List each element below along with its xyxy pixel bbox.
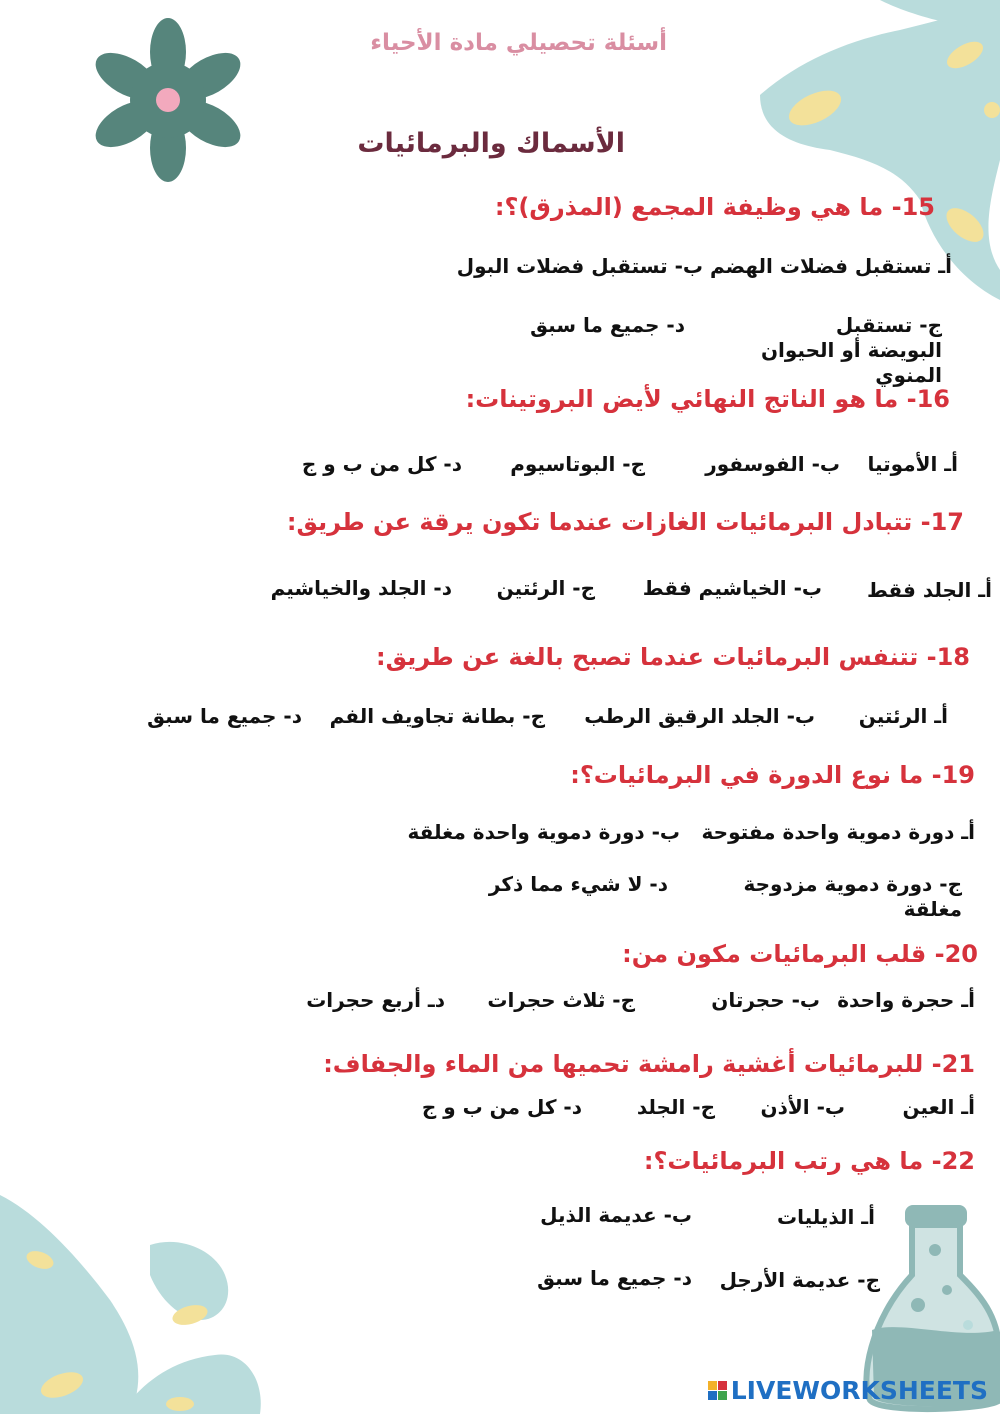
liveworksheets-brand (708, 1375, 988, 1405)
option-20-a[interactable]: أـ حجرة واحدة (837, 988, 975, 1012)
question-19: 19- ما نوع الدورة في البرمائيات؟: (570, 761, 975, 789)
bottom-left-blob (0, 1195, 261, 1414)
option-21-b[interactable]: ب- الأذن (760, 1095, 845, 1119)
option-17-a[interactable]: أـ الجلد فقط (866, 578, 992, 602)
option-19-a[interactable]: أـ دورة دموية واحدة مفتوحة (701, 820, 975, 844)
unit-title: الأسماك والبرمائيات (357, 128, 625, 159)
subject-title: أسئلة تحصيلي مادة الأحياء (370, 30, 667, 56)
option-22-b[interactable]: ب- عديمة الذيل (540, 1203, 692, 1227)
option-21-a[interactable]: أـ العين (902, 1095, 975, 1119)
option-22-c[interactable]: ج- عديمة الأرجل (719, 1268, 880, 1292)
option-17-c[interactable]: ج- الرئتين (496, 576, 595, 600)
question-15: 15- ما هي وظيفة المجمع (المذرق)؟: (494, 193, 935, 221)
option-20-d[interactable]: دـ أربع حجرات (306, 988, 445, 1012)
option-18-b[interactable]: ب- الجلد الرقيق الرطب (584, 704, 815, 728)
option-19-d[interactable]: د- لا شيء مما ذكر (488, 872, 668, 896)
option-20-b[interactable]: ب- حجرتان (711, 988, 820, 1012)
liveworksheets-logo-icon (708, 1381, 727, 1400)
option-22-d[interactable]: د- جميع ما سبق (537, 1266, 692, 1290)
option-16-c[interactable]: ج- البوتاسيوم (510, 452, 645, 476)
option-16-b[interactable]: ب- الفوسفور (705, 452, 840, 476)
question-18: 18- تتنفس البرمائيات عندما تصبح بالغة عن طريق: (375, 643, 970, 671)
option-15-b[interactable]: ب- تستقبل فضلات البول (456, 254, 703, 278)
option-18-d[interactable]: د- جميع ما سبق (147, 704, 302, 728)
question-17: 17- تتبادل البرمائيات الغازات عندما تكون يرقة عن طريق: (286, 508, 964, 536)
flower-decoration (88, 18, 248, 182)
option-15-a[interactable]: أـ تستقبل فضلات الهضم (709, 254, 952, 278)
option-17-d[interactable]: د- الجلد والخياشيم (270, 576, 452, 600)
option-16-d[interactable]: د- كل من ب و ج (301, 452, 462, 476)
brand-text: LIVEWORKSHEETS (730, 1375, 988, 1405)
option-20-c[interactable]: ج- ثلاث حجرات (487, 988, 635, 1012)
question-16: 16- ما هو الناتج النهائي لأيض البروتينات: (465, 385, 950, 413)
option-15-c[interactable]: ج- تستقبل البويضة أو الحيوان المنوي (760, 313, 942, 387)
option-19-b[interactable]: ب- دورة دموية واحدة مغلقة (407, 820, 680, 844)
option-16-a[interactable]: أـ الأموتيا (867, 452, 958, 476)
question-21: 21- للبرمائيات أغشية رامشة تحميها من الماء والجفاف: (323, 1050, 975, 1078)
option-17-b[interactable]: ب- الخياشيم فقط (642, 576, 822, 600)
option-18-c[interactable]: ج- بطانة تجاويف الفم (329, 704, 545, 728)
question-20: 20- قلب البرمائيات مكون من: (622, 940, 978, 968)
option-22-a[interactable]: أـ الذيليات (776, 1205, 875, 1229)
option-21-c[interactable]: ج- الجلد (636, 1095, 715, 1119)
question-22: 22- ما هي رتب البرمائيات؟: (643, 1147, 975, 1175)
option-21-d[interactable]: د- كل من ب و ج (421, 1095, 582, 1119)
option-18-a[interactable]: أـ الرئتين (858, 704, 948, 728)
option-15-d[interactable]: د- جميع ما سبق (530, 313, 685, 337)
option-19-c[interactable]: ج- دورة دموية مزدوجة مغلقة (743, 872, 962, 921)
